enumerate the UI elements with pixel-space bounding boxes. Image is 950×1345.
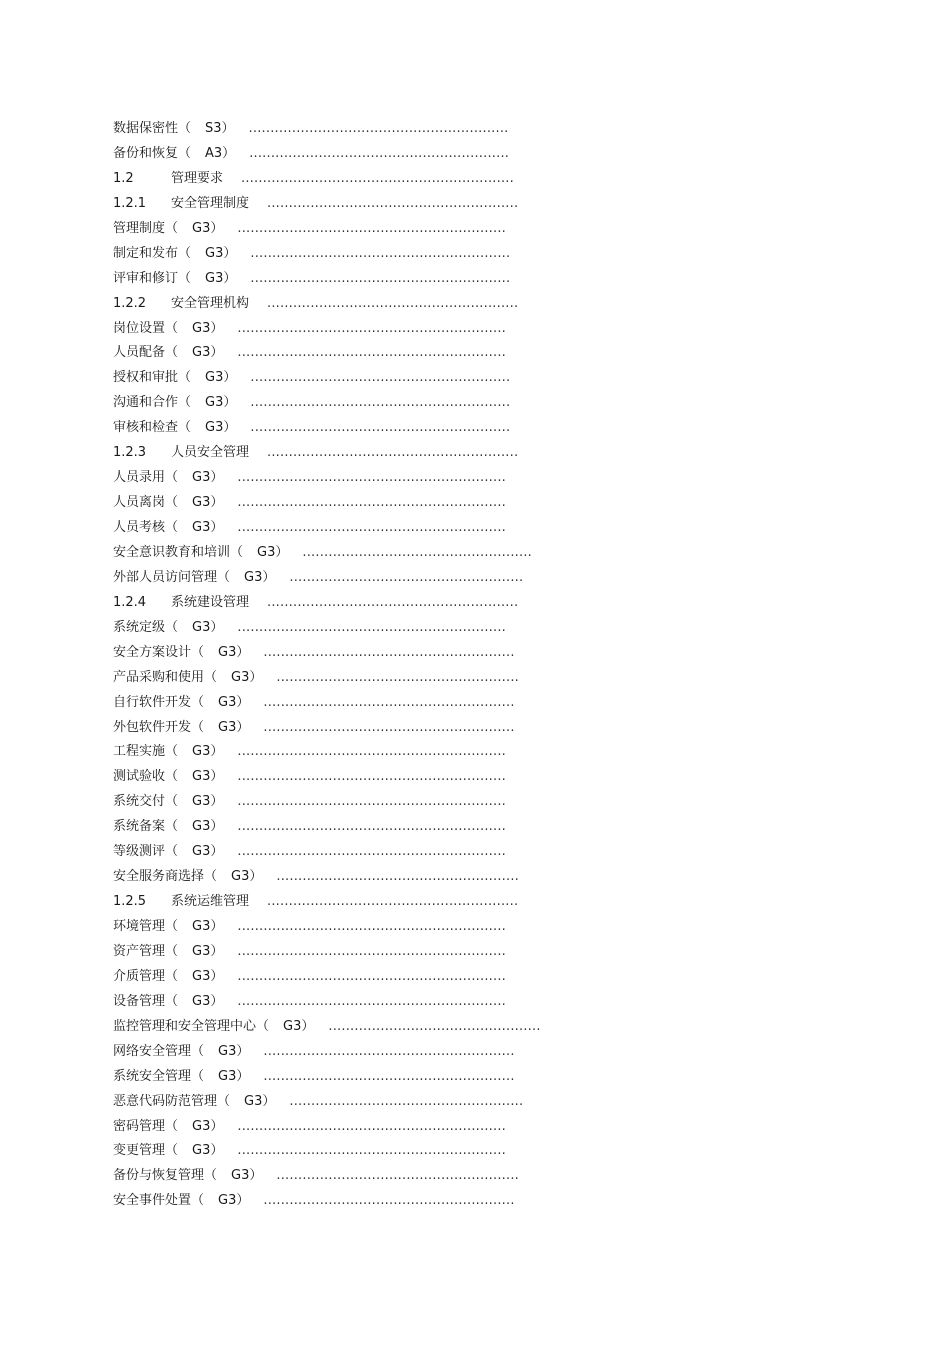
entry-label: 制定和发布（: [113, 245, 192, 261]
entry-level-code: G3）: [218, 644, 250, 660]
dot-leader: ..........................................................: [267, 195, 519, 211]
entry-level-code: G3）: [231, 669, 263, 685]
entry-level-code: G3）: [244, 569, 276, 585]
dot-leader: ............................................................: [250, 245, 511, 261]
toc-entry[interactable]: [113, 716, 713, 741]
toc-entry[interactable]: [113, 915, 713, 940]
entry-label: 沟通和合作（: [113, 395, 192, 411]
toc-entry[interactable]: [113, 541, 713, 566]
section-title: 系统运维管理: [171, 894, 250, 910]
toc-entry[interactable]: [113, 466, 713, 491]
toc-section-heading[interactable]: [113, 192, 713, 217]
dot-leader: ..........................................................: [267, 594, 519, 610]
toc-entry[interactable]: [113, 840, 713, 865]
entry-level-code: G3）: [231, 869, 263, 885]
entry-label: 产品采购和使用（: [113, 669, 218, 685]
entry-level-code: G3）: [192, 794, 224, 810]
entry-level-code: G3）: [205, 245, 237, 261]
dot-leader: ..............................................................: [237, 1118, 506, 1134]
toc-entry[interactable]: [113, 1139, 713, 1164]
toc-entry[interactable]: [113, 416, 713, 441]
entry-level-code: G3）: [192, 844, 224, 860]
entry-label: 审核和检查（: [113, 420, 192, 436]
dot-leader: ............................................................: [250, 270, 511, 286]
section-number: 1.2.2: [113, 295, 147, 311]
entry-label: 等级测评（: [113, 844, 179, 860]
section-title: 人员安全管理: [171, 445, 250, 461]
dot-leader: ..........................................................: [267, 295, 519, 311]
entry-label: 安全方案设计（: [113, 644, 205, 660]
entry-label: 工程实施（: [113, 744, 179, 760]
entry-level-code: G3）: [205, 420, 237, 436]
dot-leader: ............................................................: [250, 395, 511, 411]
entry-level-code: S3）: [205, 121, 235, 136]
entry-label: 系统定级（: [113, 619, 179, 635]
toc-entry[interactable]: [113, 616, 713, 641]
entry-level-code: G3）: [231, 1168, 263, 1184]
entry-label: 系统交付（: [113, 794, 179, 810]
entry-level-code: G3）: [192, 495, 224, 511]
toc-entry[interactable]: [113, 815, 713, 840]
entry-label: 安全意识教育和培训（: [113, 544, 244, 560]
dot-leader: ..............................................................: [237, 993, 506, 1009]
dot-leader: ..............................................................: [237, 968, 506, 984]
dot-leader: ..............................................................: [237, 943, 506, 959]
entry-label: 测试验收（: [113, 769, 179, 785]
entry-level-code: G3）: [192, 320, 224, 336]
entry-level-code: G3）: [192, 943, 224, 959]
dot-leader: ............................................................: [249, 145, 510, 161]
dot-leader: ..........................................................: [263, 719, 515, 735]
toc-entry[interactable]: [113, 765, 713, 790]
entry-level-code: G3）: [218, 1068, 250, 1084]
entry-label: 备份和恢复（: [113, 145, 192, 161]
dot-leader: .................................................: [328, 1018, 541, 1034]
toc-entry[interactable]: [113, 790, 713, 815]
dot-leader: ..........................................................: [263, 1068, 515, 1084]
dot-leader: ..............................................................: [237, 744, 506, 760]
dot-leader: ............................................................: [250, 420, 511, 436]
dot-leader: ..........................................................: [267, 894, 519, 910]
entry-label: 人员离岗（: [113, 495, 179, 511]
toc-entry[interactable]: [113, 1164, 713, 1189]
toc-entry[interactable]: [113, 666, 713, 691]
toc-entry[interactable]: [113, 391, 713, 416]
entry-label: 监控管理和安全管理中心（: [113, 1018, 270, 1034]
dot-leader: ......................................................: [289, 569, 524, 585]
section-title: 安全管理机构: [171, 295, 250, 311]
toc-entry[interactable]: [113, 990, 713, 1015]
toc-section-heading[interactable]: [113, 591, 713, 616]
toc-entry[interactable]: [113, 267, 713, 292]
entry-level-code: G3）: [192, 1143, 224, 1159]
toc-entry[interactable]: [113, 1090, 713, 1115]
toc-entry[interactable]: [113, 217, 713, 242]
entry-level-code: G3）: [192, 619, 224, 635]
entry-level-code: G3）: [192, 345, 224, 361]
toc-section-heading[interactable]: [113, 441, 713, 466]
toc-entry[interactable]: [113, 691, 713, 716]
entry-level-code: G3）: [192, 220, 224, 236]
dot-leader: ..........................................................: [263, 694, 515, 710]
entry-level-code: G3）: [283, 1018, 315, 1034]
entry-label: 管理制度（: [113, 220, 179, 236]
dot-leader: ..............................................................: [237, 619, 506, 635]
entry-label: 备份与恢复管理（: [113, 1168, 218, 1184]
dot-leader: ...............................................................: [241, 170, 514, 186]
toc-entry[interactable]: [113, 491, 713, 516]
entry-level-code: G3）: [205, 395, 237, 411]
toc-section-heading[interactable]: [113, 292, 713, 317]
toc-entry[interactable]: [113, 740, 713, 765]
entry-label: 介质管理（: [113, 968, 179, 984]
entry-label: 系统安全管理（: [113, 1068, 205, 1084]
dot-leader: ..............................................................: [237, 470, 506, 486]
entry-label: 恶意代码防范管理（: [113, 1093, 231, 1109]
entry-label: 安全事件处置（: [113, 1193, 205, 1209]
section-number: 1.2.3: [113, 445, 147, 461]
section-number: 1.2.5: [113, 894, 147, 910]
entry-label: 人员录用（: [113, 470, 179, 486]
entry-label: 安全服务商选择（: [113, 869, 218, 885]
toc-entry[interactable]: [113, 317, 713, 342]
toc-entry[interactable]: [113, 940, 713, 965]
entry-label: 外包软件开发（: [113, 719, 205, 735]
entry-level-code: G3）: [244, 1093, 276, 1109]
entry-level-code: A3）: [205, 145, 236, 161]
entry-label: 人员配备（: [113, 345, 179, 361]
toc-entry[interactable]: [113, 566, 713, 591]
dot-leader: ..............................................................: [237, 819, 506, 835]
toc-entry[interactable]: [113, 641, 713, 666]
entry-label: 环境管理（: [113, 919, 179, 934]
section-title: 管理要求: [171, 170, 224, 186]
entry-level-code: G3）: [218, 1043, 250, 1059]
toc-entry[interactable]: [113, 1040, 713, 1065]
toc-entry[interactable]: [113, 1189, 713, 1214]
toc-entry[interactable]: [113, 1065, 713, 1090]
entry-label: 网络安全管理（: [113, 1043, 205, 1059]
section-number: 1.2.1: [113, 195, 147, 211]
dot-leader: ..............................................................: [237, 769, 506, 785]
entry-level-code: G3）: [205, 370, 237, 386]
dot-leader: ..............................................................: [237, 495, 506, 511]
toc-entry[interactable]: [113, 242, 713, 267]
toc-entry[interactable]: [113, 117, 713, 142]
dot-leader: ........................................................: [276, 869, 519, 885]
toc-section-heading[interactable]: [113, 890, 713, 915]
entry-level-code: G3）: [192, 819, 224, 835]
entry-label: 外部人员访问管理（: [113, 569, 231, 585]
dot-leader: ........................................................: [276, 1168, 519, 1184]
entry-level-code: G3）: [192, 968, 224, 984]
dot-leader: ..............................................................: [237, 1143, 506, 1159]
entry-label: 人员考核（: [113, 520, 179, 535]
entry-level-code: G3）: [218, 694, 250, 710]
dot-leader: ..........................................................: [267, 445, 519, 461]
table-of-contents: [113, 117, 713, 1214]
entry-level-code: G3）: [218, 719, 250, 735]
entry-level-code: G3）: [218, 1193, 250, 1209]
entry-label: 评审和修订（: [113, 270, 192, 286]
dot-leader: ..............................................................: [237, 320, 506, 336]
dot-leader: ..........................................................: [263, 1193, 515, 1209]
toc-entry[interactable]: [113, 865, 713, 890]
entry-label: 系统备案（: [113, 819, 179, 835]
entry-level-code: G3）: [192, 470, 224, 486]
dot-leader: ..............................................................: [237, 794, 506, 810]
entry-level-code: G3）: [192, 520, 224, 535]
dot-leader: .....................................................: [302, 544, 532, 560]
toc-entry[interactable]: [113, 366, 713, 391]
toc-section-heading[interactable]: [113, 167, 713, 192]
dot-leader: ..............................................................: [237, 919, 506, 934]
entry-label: 岗位设置（: [113, 320, 179, 336]
toc-entry[interactable]: [113, 1115, 713, 1140]
entry-level-code: G3）: [192, 993, 224, 1009]
entry-level-code: G3）: [205, 270, 237, 286]
dot-leader: ..............................................................: [237, 520, 506, 535]
dot-leader: ..............................................................: [237, 844, 506, 860]
entry-label: 数据保密性（: [113, 121, 192, 136]
toc-entry[interactable]: [113, 516, 713, 541]
dot-leader: ......................................................: [289, 1093, 524, 1109]
toc-entry[interactable]: [113, 1015, 713, 1040]
dot-leader: ............................................................: [248, 121, 509, 136]
entry-label: 密码管理（: [113, 1118, 179, 1134]
dot-leader: ........................................................: [276, 669, 519, 685]
entry-label: 资产管理（: [113, 943, 179, 959]
entry-level-code: G3）: [192, 744, 224, 760]
toc-entry[interactable]: [113, 965, 713, 990]
dot-leader: ............................................................: [250, 370, 511, 386]
dot-leader: ..............................................................: [237, 345, 506, 361]
section-number: 1.2: [113, 170, 134, 186]
entry-level-code: G3）: [257, 544, 289, 560]
dot-leader: ..........................................................: [263, 644, 515, 660]
entry-level-code: G3）: [192, 769, 224, 785]
dot-leader: ..........................................................: [263, 1043, 515, 1059]
section-title: 系统建设管理: [171, 594, 250, 610]
entry-label: 授权和审批（: [113, 370, 192, 386]
entry-level-code: G3）: [192, 919, 224, 934]
toc-entry[interactable]: [113, 341, 713, 366]
entry-label: 自行软件开发（: [113, 694, 205, 710]
section-number: 1.2.4: [113, 594, 147, 610]
entry-label: 变更管理（: [113, 1143, 179, 1159]
entry-label: 设备管理（: [113, 993, 179, 1009]
section-title: 安全管理制度: [171, 195, 250, 211]
toc-entry[interactable]: [113, 142, 713, 167]
entry-level-code: G3）: [192, 1118, 224, 1134]
dot-leader: ..............................................................: [237, 220, 506, 236]
